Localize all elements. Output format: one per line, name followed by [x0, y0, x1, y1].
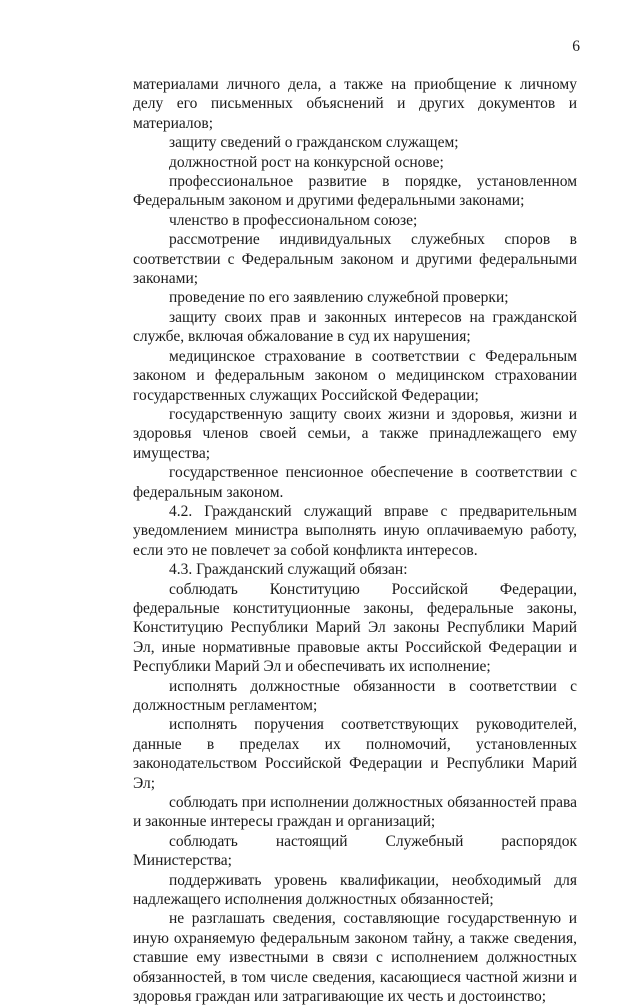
paragraph: исполнять должностные обязанности в соответствии с должностным регламентом;: [133, 677, 577, 714]
paragraph: 4.3. Гражданский служащий обязан:: [169, 561, 408, 579]
paragraph: поддерживать уровень квалификации, необходимый для надлежащего исполнения должностных обязанностей;: [133, 871, 577, 909]
paragraph: материалами личного дела, а также на приобщение к личному делу его письменных объяснений и других документов и материалов;: [133, 76, 577, 132]
paragraph: соблюдать при исполнении должностных обязанностей права и законные интересы граждан и организаций;: [133, 794, 577, 831]
page-number: 6: [572, 38, 580, 55]
paragraph: соблюдать настоящий Служебный распорядок Министерства;: [133, 832, 577, 870]
paragraph: рассмотрение индивидуальных служебных споров в соответствии с Федеральным законом и другими федеральными законами;: [133, 231, 577, 288]
paragraph: проведение по его заявлению служебной проверки;: [169, 289, 509, 307]
paragraph: защиту своих прав и законных интересов на гражданской службе, включая обжалование в суд их нарушения;: [133, 308, 577, 346]
paragraph: исполнять поручения соответствующих руководителей, данные в пределах их полномочий, установленных законодательством Российской Федерации и Республики Марий Эл;: [133, 716, 577, 792]
paragraph: не разглашать сведения, составляющие государственную и иную охраняемую федеральным законом тайну, а также сведения, ставшие ему известными в связи с исполнением должностных обязанностей, в том числе сведения, касающиеся частной жизни и здоровья граждан или затрагивающие их честь и достоинство;: [133, 910, 577, 1006]
document-body: [133, 75, 577, 1007]
paragraph: 4.2. Гражданский служащий вправе с предварительным уведомлением министра выполнять иную оплачиваемую работу, если это не повлечет за собой конфликта интересов.: [133, 502, 577, 559]
paragraph: соблюдать Конституцию Российской Федерации, федеральные конституционные законы, федеральные законы, Конституцию Республики Марий Эл законы Республики Марий Эл, иные нормативные правовые акты Российской Федерации и Республики Марий Эл и обеспечивать их исполнение;: [133, 580, 577, 676]
paragraph: государственное пенсионное обеспечение в соответствии с федеральным законом.: [133, 464, 577, 501]
paragraph: защиту сведений о гражданском служащем;: [169, 134, 459, 152]
paragraph: государственную защиту своих жизни и здоровья, жизни и здоровья членов своей семьи, а также принадлежащего ему имущества;: [133, 405, 577, 462]
paragraph: членство в профессиональном союзе;: [169, 211, 418, 229]
paragraph: должностной рост на конкурсной основе;: [169, 153, 444, 171]
paragraph: медицинское страхование в соответствии с Федеральным законом и федеральным законом о медицинском страховании государственных служащих Российской Федерации;: [133, 347, 577, 404]
paragraph: профессиональное развитие в порядке, установленном Федеральным законом и другими федеральными законами;: [133, 173, 577, 210]
